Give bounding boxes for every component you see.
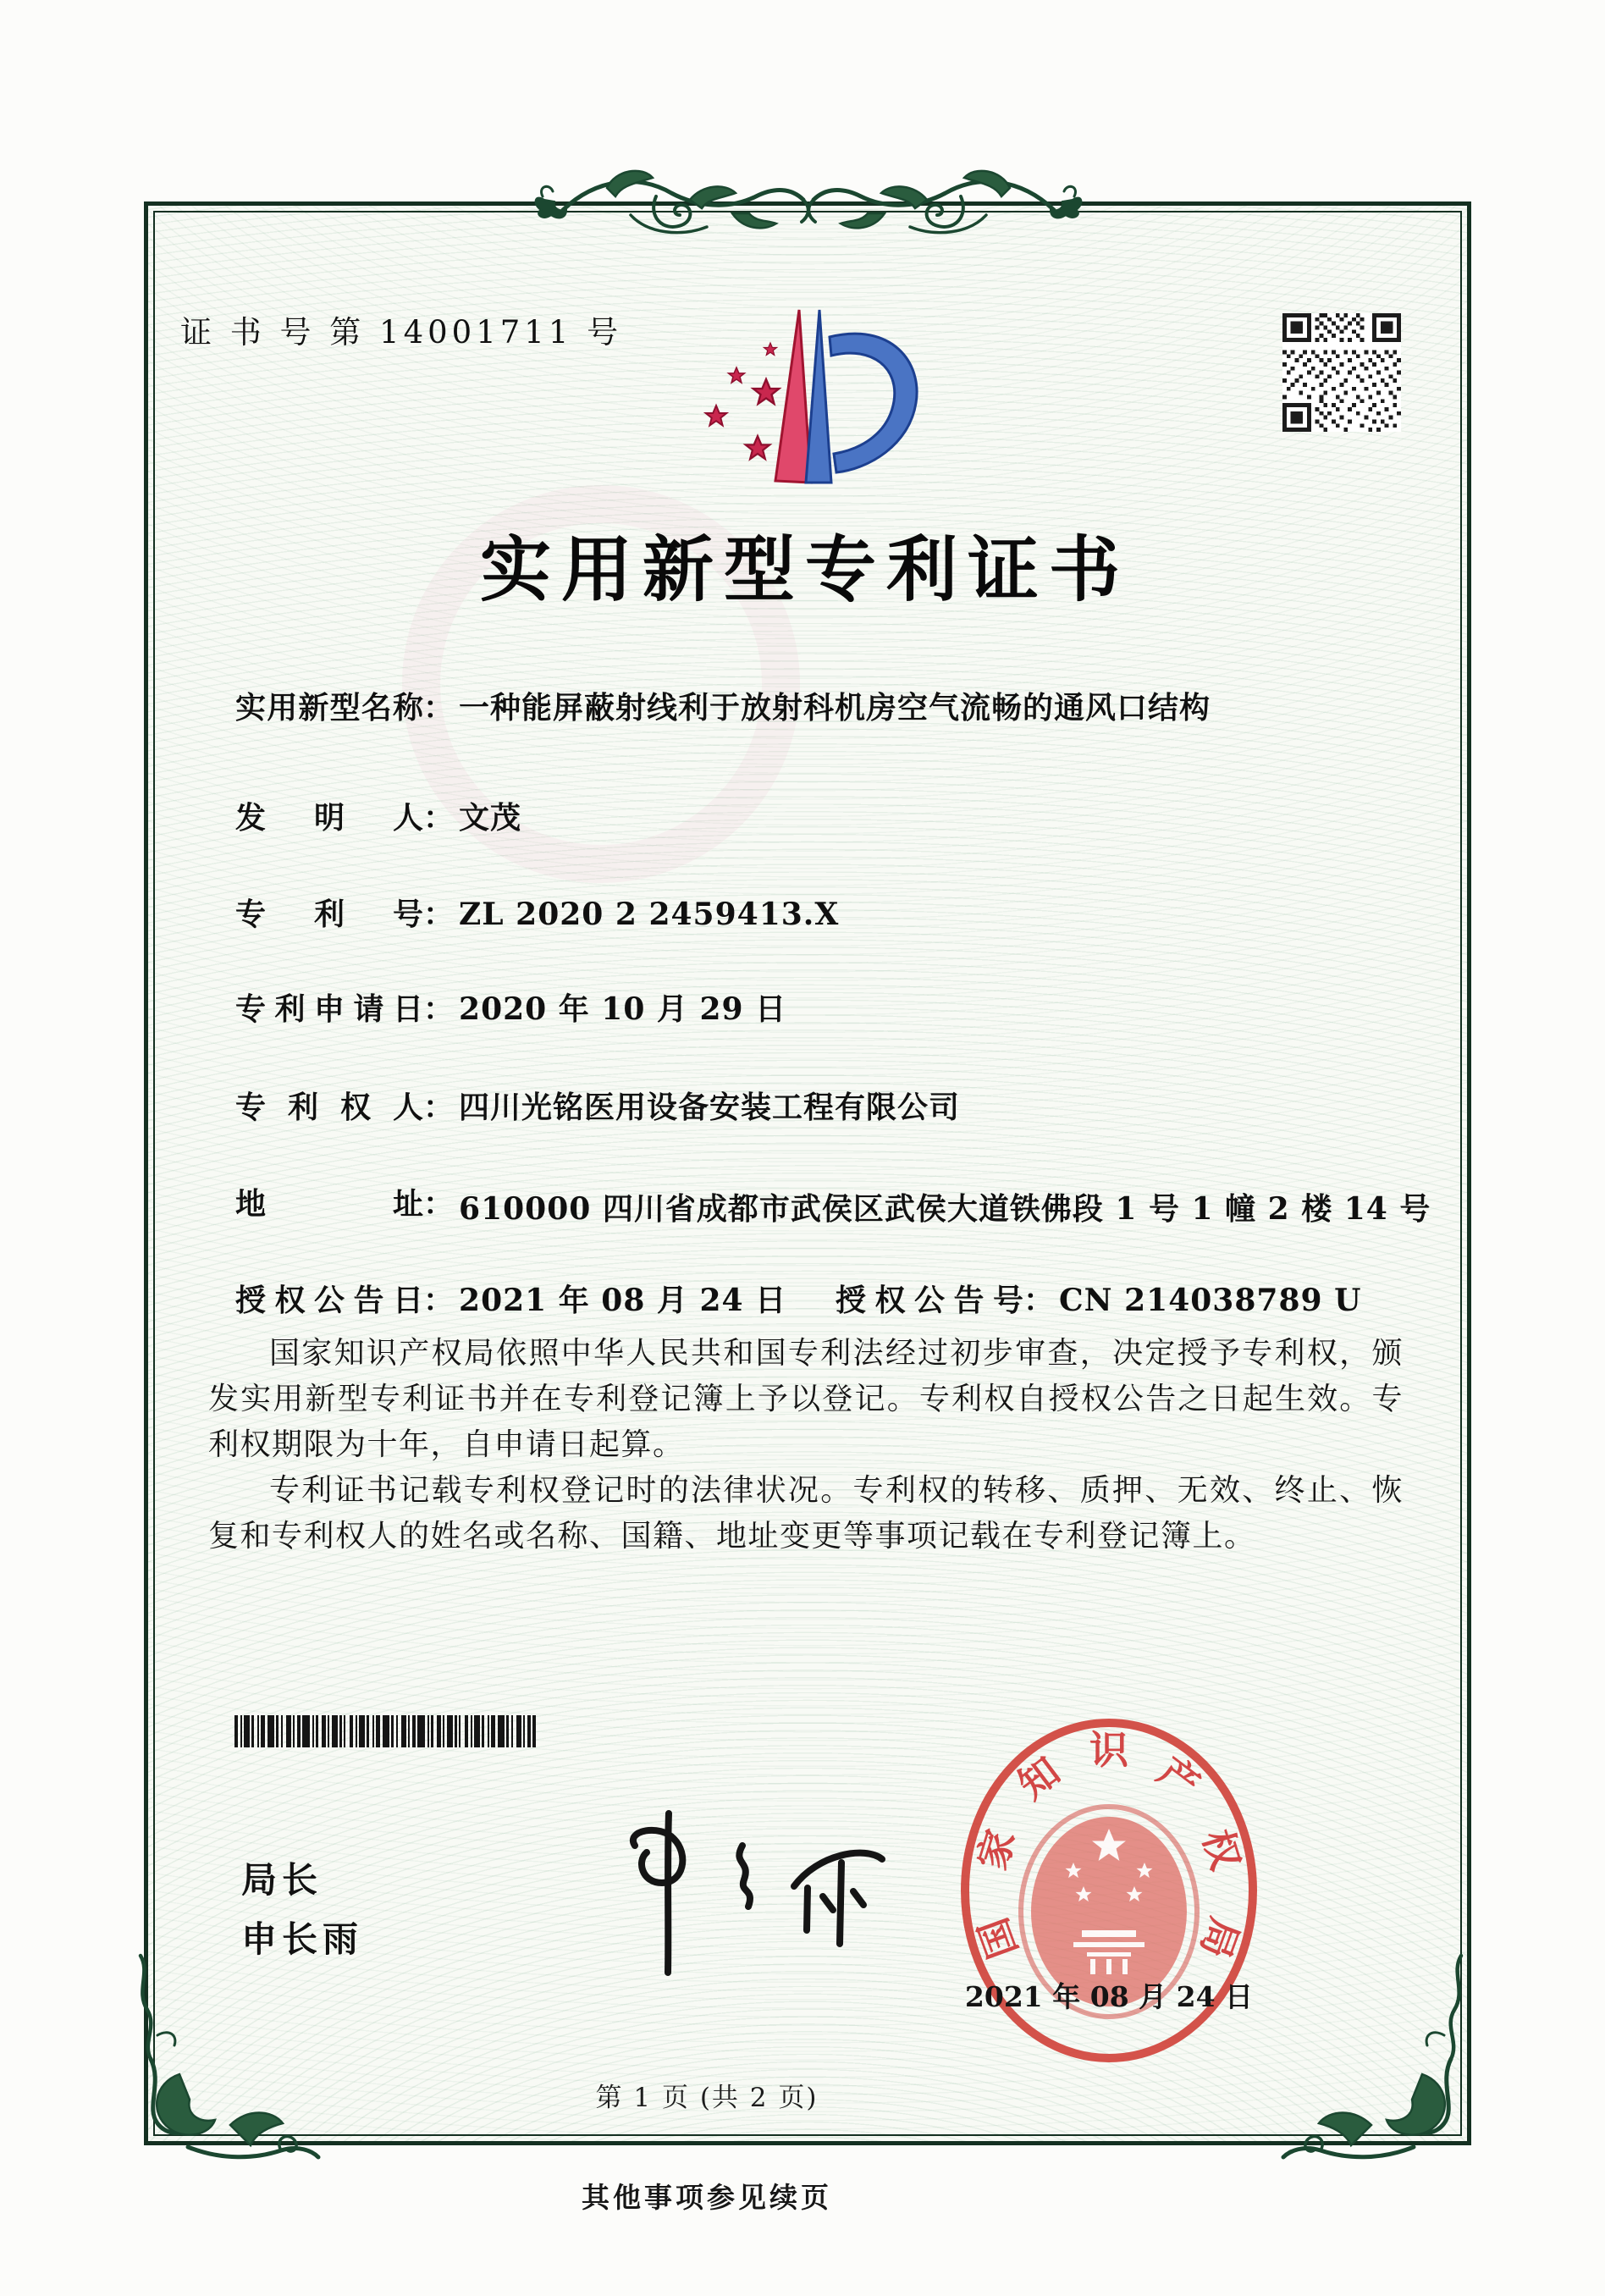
certificate-number: 证 书 号 第 14001711 号 [180,314,623,350]
field-label: 地址 [235,1186,423,1222]
legal-text-block [208,1331,1404,1559]
field-row-inventor [235,798,521,838]
field-label: 专利权人 [235,1090,423,1125]
field-label: 授权公告号 [836,1283,1023,1318]
commissioner-title: 局长 [241,1860,323,1900]
field-colon: ： [423,991,455,1027]
dragon-ornament-icon [529,163,1088,247]
corner-flourish-icon [129,1947,323,2167]
field-row-filing-date [235,989,786,1029]
seal-ring-char: 国 [969,1912,1027,1965]
certificate-title: 实用新型专利证书 [479,527,1130,611]
field-value: 文茂 [459,800,522,836]
seal-ring-char: 识 [1089,1727,1128,1773]
commissioner-name: 申长雨 [241,1919,364,1959]
corner-flourish-icon [1278,1947,1473,2167]
field-label: 授权公告日 [235,1283,423,1318]
field-label: 发明人 [235,800,423,836]
commissioner-signature-icon [542,1802,914,1988]
cnipa-official-seal [948,1708,1270,2072]
field-value: 2021 年 08 月 24 日 [459,1283,787,1318]
field-value: CN 214038789 U [1059,1283,1362,1318]
field-label: 专利号 [235,897,423,932]
field-colon: ： [423,1283,455,1318]
legal-paragraph-1: 国家知识产权局依照中华人民共和国专利法经过初步审查，决定授予专利权，颁发实用新型专利证书并在专利登记簿上予以登记。专利权自授权公告之日起生效。专利权期限为十年，自申请日起算。 [208,1336,1404,1462]
continuation-note: 其他事项参见续页 [582,2181,832,2214]
field-colon: ： [423,690,455,726]
field-colon: ： [423,1090,455,1125]
page-number: 第 1 页 (共 2 页) [595,2083,819,2113]
field-colon: ： [423,897,455,932]
cnipa-logo-icon [701,303,938,503]
seal-date: 2021 年 08 月 24 日 [964,1980,1254,2013]
field-grant-number-group [836,1280,1361,1321]
seal-ring-char: 家 [968,1824,1024,1875]
field-value: 2020 年 10 月 29 日 [459,991,787,1027]
barcode-icon [234,1715,536,1747]
seal-ring-char: 知 [1009,1747,1069,1808]
seal-ring-char: 产 [1149,1747,1209,1808]
field-label: 专利申请日 [235,991,423,1027]
field-colon: ： [1023,1283,1055,1318]
field-label: 实用新型名称 [235,690,423,726]
field-row-utility-model-name [235,687,1211,728]
legal-paragraph-2: 专利证书记载专利权登记时的法律状况。专利权的转移、质押、无效、终止、恢复和专利权人的姓名或名称、国籍、地址变更等事项记载在专利登记簿上。 [208,1473,1404,1554]
seal-ring-char: 局 [1191,1912,1249,1965]
field-value: 610000 四川省成都市武侯区武侯大道铁佛段 1 号 1 幢 2 楼 14 号 [459,1191,1431,1227]
field-row-patent-number [235,894,839,935]
seal-ring-char: 权 [1194,1824,1249,1875]
field-value: ZL 2020 2 2459413.X [459,897,840,932]
field-colon: ： [423,800,455,836]
field-row-grant [235,1280,1420,1321]
field-value: 一种能屏蔽射线利于放射科机房空气流畅的通风口结构 [459,690,1211,726]
qr-code-icon [1282,313,1401,432]
field-row-patentee [235,1087,960,1128]
field-value: 四川光铭医用设备安装工程有限公司 [459,1090,961,1125]
field-colon: ： [423,1186,455,1222]
field-row-address [235,1184,1432,1234]
